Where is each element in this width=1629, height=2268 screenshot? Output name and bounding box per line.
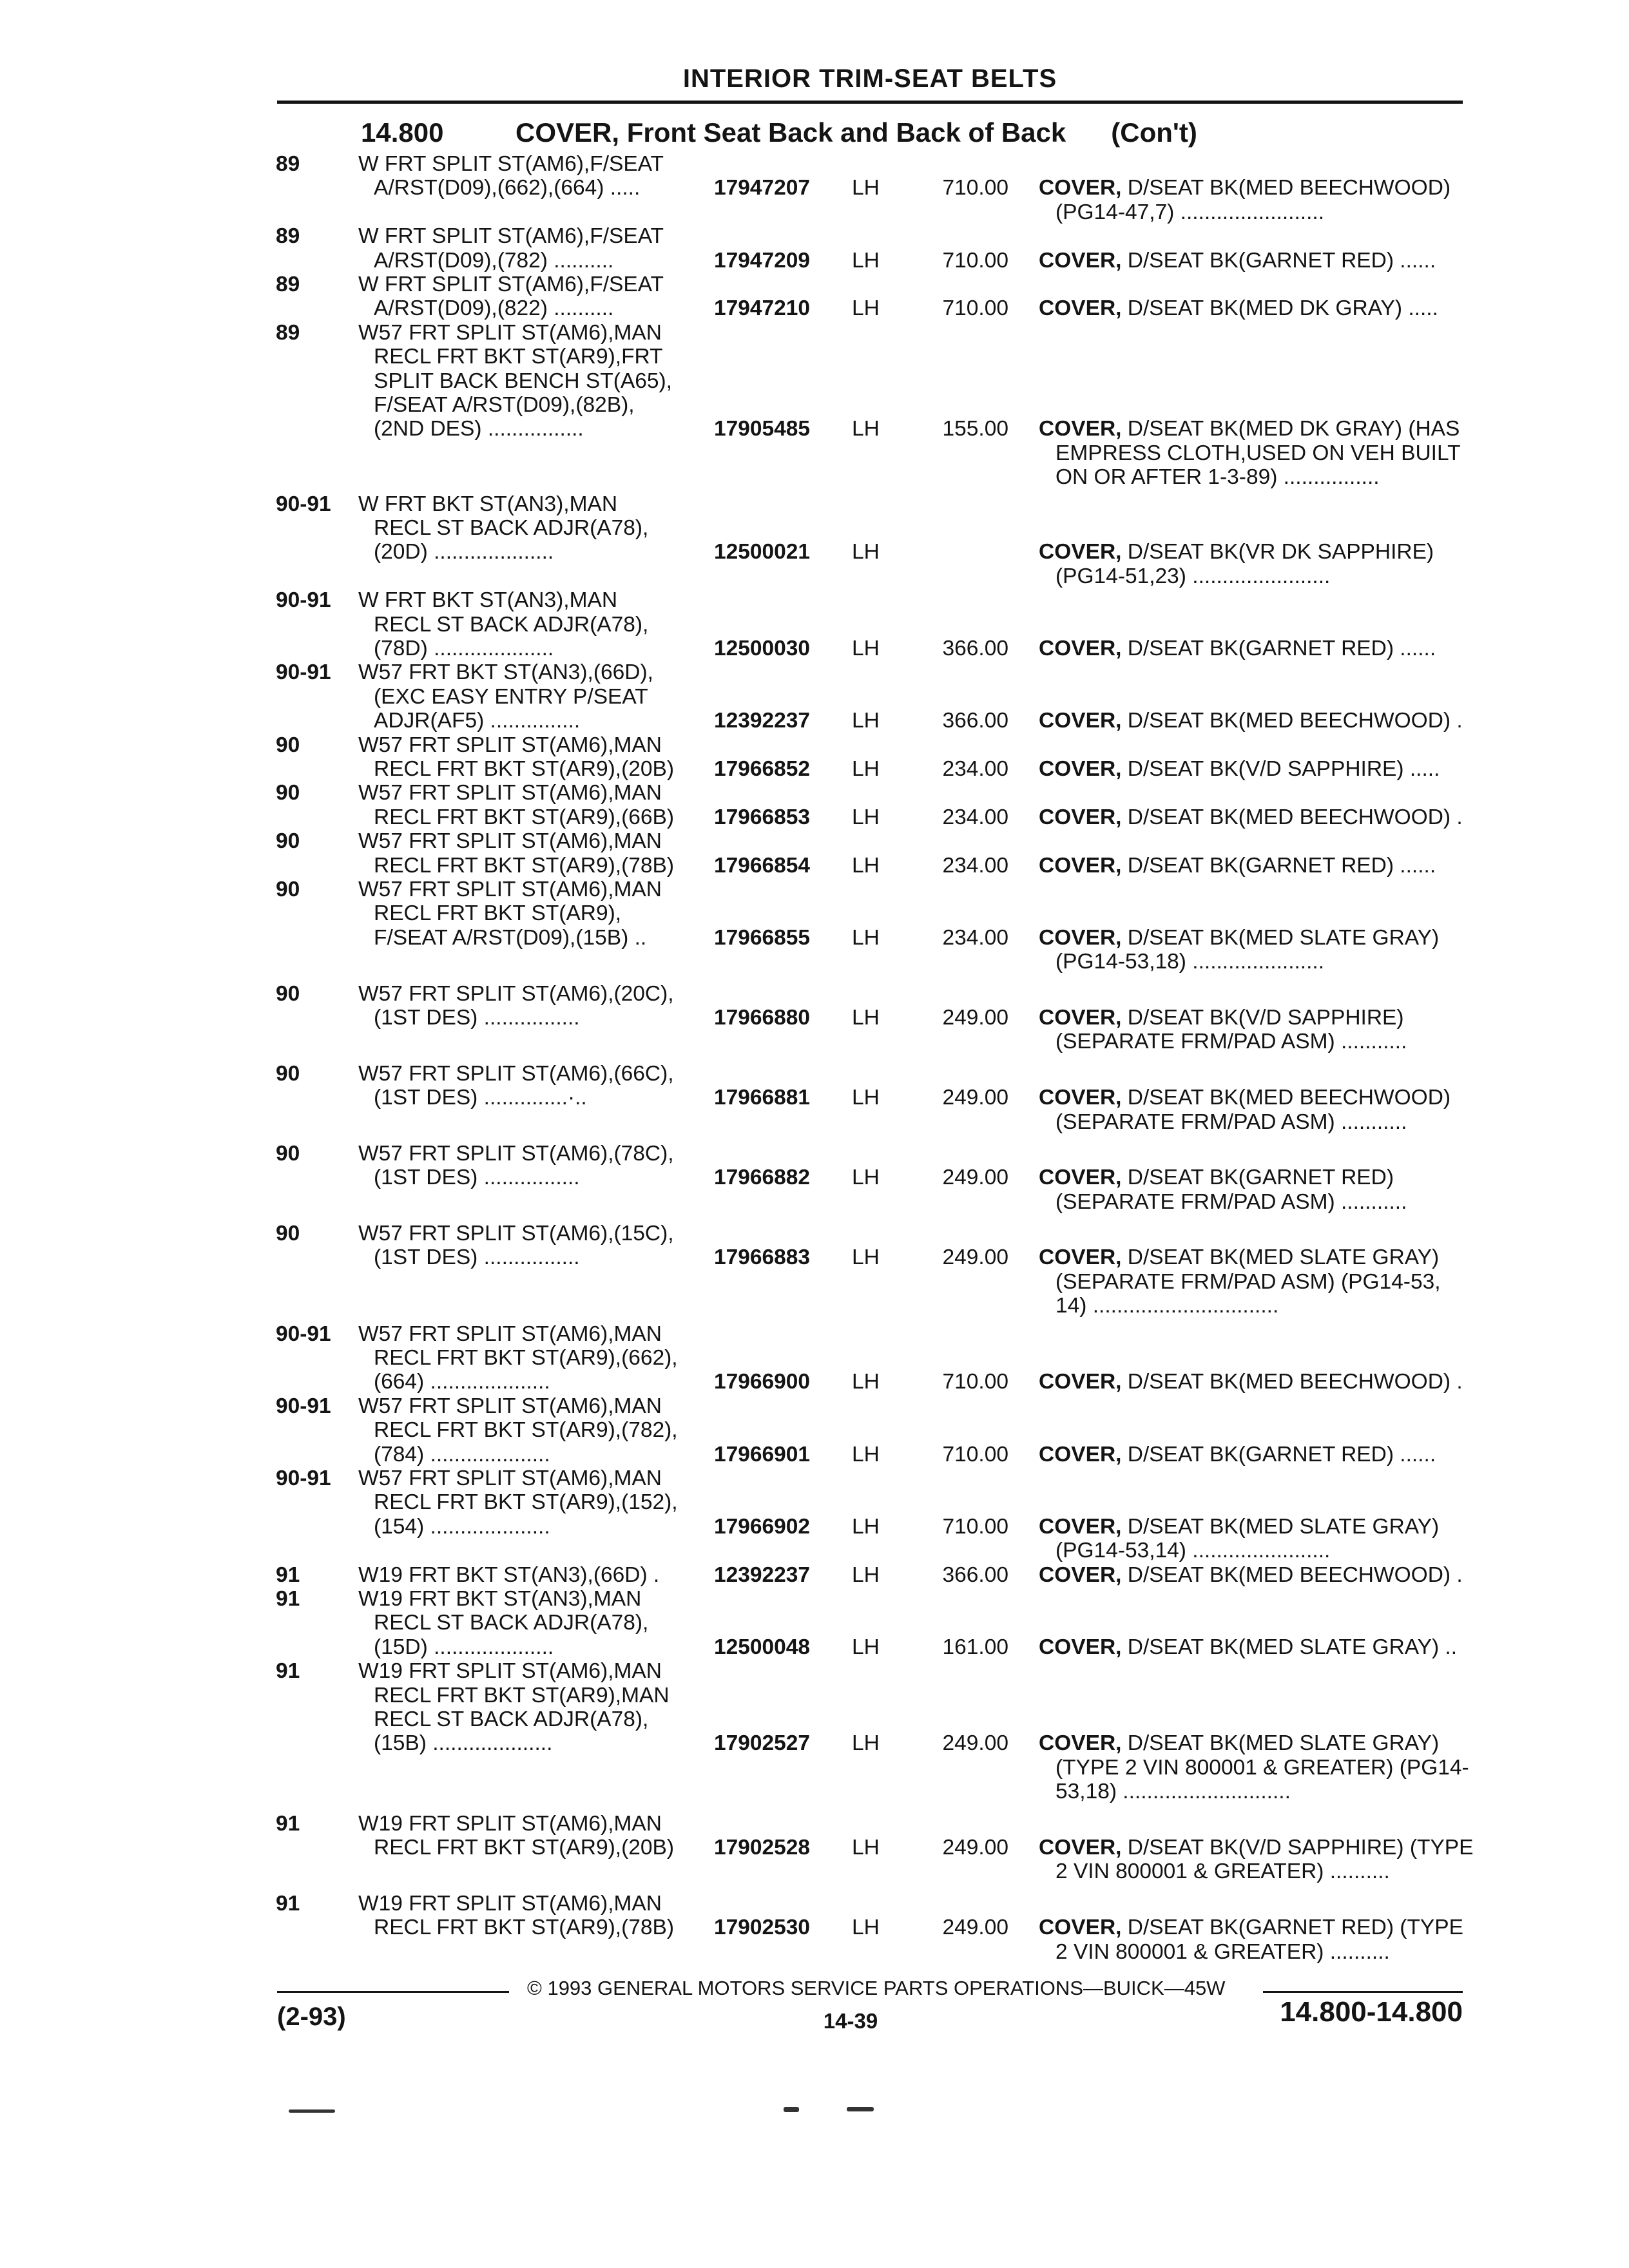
- application-line: W FRT SPLIT ST(AM6),F/SEAT: [358, 272, 664, 296]
- application-line: RECL FRT BKT ST(AR9),(152),: [374, 1490, 678, 1515]
- header-rule: [277, 101, 1463, 104]
- application-line: RECL FRT BKT ST(AR9),: [374, 901, 622, 926]
- application-text: [358, 1322, 678, 1394]
- application-line: F/SEAT A/RST(D09),(15B) ..: [374, 925, 647, 950]
- application-line: (2ND DES) ................: [374, 417, 584, 441]
- footer-section-range: 14.800-14.800: [1280, 1996, 1463, 2028]
- part-number: 17966852: [714, 756, 811, 781]
- description-line: (PG14-53,18) ......................: [1055, 950, 1325, 974]
- part-number: 17966901: [714, 1442, 811, 1466]
- part-number: 17902530: [714, 1916, 811, 1940]
- price: 249.00: [942, 1005, 1008, 1030]
- application-line: A/RST(D09),(822) ..........: [374, 296, 614, 321]
- scan-mark: [847, 2107, 874, 2111]
- application-text: [358, 829, 674, 878]
- application-text: [358, 1892, 674, 1940]
- description-line: COVER, D/SEAT BK(MED SLATE GRAY): [1039, 1245, 1440, 1270]
- section-continued: (Con't): [1111, 117, 1197, 148]
- side-indicator: LH: [852, 1731, 880, 1756]
- model-year: 90: [276, 877, 300, 901]
- part-number: 17947207: [714, 176, 811, 200]
- part-number: 17966854: [714, 853, 811, 878]
- description-line: COVER, D/SEAT BK(MED BEECHWOOD) .: [1039, 1562, 1463, 1587]
- part-description: [1039, 805, 1463, 829]
- parts-row: [0, 1812, 1629, 1892]
- side-indicator: LH: [852, 1514, 880, 1539]
- application-text: [358, 321, 672, 441]
- side-indicator: LH: [852, 756, 880, 781]
- description-line: COVER, D/SEAT BK(GARNET RED) (TYPE: [1039, 1916, 1463, 1940]
- part-number: 17966883: [714, 1245, 811, 1270]
- parts-row: [0, 1062, 1629, 1142]
- part-description: [1039, 637, 1436, 660]
- part-number: 12392237: [714, 1562, 811, 1587]
- description-line: 53,18) ............................: [1055, 1780, 1291, 1804]
- parts-row: [0, 1222, 1629, 1322]
- application-line: W FRT SPLIT ST(AM6),F/SEAT: [358, 224, 664, 249]
- part-description: [1039, 1166, 1407, 1214]
- footer-copyright: © 1993 GENERAL MOTORS SERVICE PARTS OPERATIONS—BUICK—45W: [527, 1977, 1226, 1999]
- part-number: 17902527: [714, 1731, 811, 1756]
- part-description: [1039, 757, 1440, 781]
- model-year: 90-91: [276, 1321, 331, 1346]
- side-indicator: LH: [852, 1836, 880, 1860]
- application-line: RECL FRT BKT ST(AR9),(20B): [374, 1836, 675, 1860]
- application-line: W57 FRT SPLIT ST(AM6),MAN: [358, 829, 662, 854]
- side-indicator: LH: [852, 540, 880, 564]
- description-line: EMPRESS CLOTH,USED ON VEH BUILT: [1055, 441, 1461, 465]
- parts-row: [0, 588, 1629, 660]
- price: 249.00: [942, 1836, 1008, 1860]
- application-line: (EXC EASY ENTRY P/SEAT: [374, 684, 648, 709]
- scan-mark: [784, 2107, 799, 2112]
- side-indicator: LH: [852, 1442, 880, 1466]
- part-description: [1039, 417, 1461, 489]
- application-line: RECL FRT BKT ST(AR9),(78B): [374, 853, 675, 878]
- application-line: W57 FRT SPLIT ST(AM6),MAN: [358, 733, 662, 757]
- description-line: (TYPE 2 VIN 800001 & GREATER) (PG14-: [1055, 1755, 1469, 1780]
- application-text: [358, 733, 674, 782]
- model-year: 89: [276, 320, 300, 345]
- parts-row: [0, 224, 1629, 273]
- description-line: COVER, D/SEAT BK(MED DK GRAY) (HAS: [1039, 417, 1460, 441]
- parts-row: [0, 492, 1629, 589]
- application-line: F/SEAT A/RST(D09),(82B),: [374, 392, 635, 417]
- application-line: W57 FRT BKT ST(AN3),(66D),: [358, 660, 653, 685]
- application-line: RECL FRT BKT ST(AR9),(662),: [374, 1346, 678, 1370]
- parts-row: [0, 1322, 1629, 1394]
- description-line: (PG14-53,14) .......................: [1055, 1539, 1331, 1563]
- application-line: RECL FRT BKT ST(AR9),(78B): [374, 1916, 675, 1940]
- application-text: [358, 660, 653, 733]
- application-line: RECL ST BACK ADJR(A78),: [374, 1707, 649, 1732]
- price: 366.00: [942, 636, 1008, 660]
- section-description: COVER, Front Seat Back and Back of Back: [516, 117, 1066, 148]
- part-number: 12500021: [714, 540, 811, 564]
- side-indicator: LH: [852, 1370, 880, 1394]
- application-line: RECL ST BACK ADJR(A78),: [374, 515, 649, 540]
- application-line: (664) ....................: [374, 1370, 550, 1394]
- application-line: W57 FRT SPLIT ST(AM6),(66C),: [358, 1061, 674, 1086]
- application-line: RECL FRT BKT ST(AR9),(20B): [374, 756, 675, 781]
- part-description: [1039, 1006, 1407, 1054]
- description-line: COVER, D/SEAT BK(V/D SAPPHIRE) .....: [1039, 756, 1440, 781]
- application-line: (1ST DES) ................: [374, 1166, 580, 1190]
- model-year: 90-91: [276, 588, 331, 613]
- price: 234.00: [942, 756, 1008, 781]
- model-year: 91: [276, 1811, 300, 1836]
- part-description: [1039, 1635, 1457, 1659]
- footer-date: (2-93): [277, 2003, 346, 2031]
- description-line: (SEPARATE FRM/PAD ASM) (PG14-53,: [1055, 1269, 1441, 1294]
- side-indicator: LH: [852, 248, 880, 273]
- parts-list: [0, 152, 1629, 1964]
- description-line: (SEPARATE FRM/PAD ASM) ...........: [1055, 1110, 1407, 1134]
- application-line: A/RST(D09),(662),(664) .....: [374, 176, 641, 200]
- part-number: 12392237: [714, 709, 811, 733]
- parts-row: [0, 1394, 1629, 1466]
- price: 710.00: [942, 1442, 1008, 1466]
- parts-row: [0, 273, 1629, 321]
- model-year: 90-91: [276, 1394, 331, 1418]
- application-text: [358, 1062, 674, 1110]
- description-line: 2 VIN 800001 & GREATER) ..........: [1055, 1939, 1390, 1964]
- application-line: W FRT BKT ST(AN3),MAN: [358, 492, 618, 516]
- part-number: 17966855: [714, 925, 811, 950]
- application-text: [358, 588, 648, 660]
- part-number: 17905485: [714, 417, 811, 441]
- parts-row: [0, 878, 1629, 982]
- page-header-title: INTERIOR TRIM-SEAT BELTS: [682, 64, 1057, 93]
- model-year: 90: [276, 981, 300, 1006]
- description-line: COVER, D/SEAT BK(V/D SAPPHIRE): [1039, 1005, 1404, 1030]
- side-indicator: LH: [852, 296, 880, 321]
- description-line: COVER, D/SEAT BK(MED BEECHWOOD): [1039, 176, 1451, 200]
- parts-row: [0, 1587, 1629, 1659]
- price: 366.00: [942, 1562, 1008, 1587]
- application-line: W57 FRT SPLIT ST(AM6),MAN: [358, 1321, 662, 1346]
- model-year: 90: [276, 781, 300, 805]
- model-year: 89: [276, 224, 300, 249]
- model-year: 89: [276, 152, 300, 176]
- application-text: [358, 1222, 674, 1270]
- price: 710.00: [942, 1514, 1008, 1539]
- part-description: [1039, 854, 1436, 878]
- application-line: W57 FRT SPLIT ST(AM6),(20C),: [358, 981, 674, 1006]
- model-year: 90-91: [276, 492, 331, 516]
- part-description: [1039, 1563, 1463, 1587]
- application-text: [358, 152, 664, 200]
- description-line: 2 VIN 800001 & GREATER) ..........: [1055, 1860, 1390, 1884]
- model-year: 90: [276, 1222, 300, 1246]
- application-line: RECL ST BACK ADJR(A78),: [374, 1611, 649, 1635]
- side-indicator: LH: [852, 636, 880, 660]
- price: 710.00: [942, 248, 1008, 273]
- application-line: (15B) ....................: [374, 1731, 553, 1756]
- description-line: COVER, D/SEAT BK(GARNET RED) ......: [1039, 248, 1436, 273]
- application-text: [358, 1812, 674, 1860]
- application-line: W19 FRT BKT ST(AN3),(66D) .: [358, 1562, 660, 1587]
- side-indicator: LH: [852, 853, 880, 878]
- price: 249.00: [942, 1086, 1008, 1110]
- parts-row: [0, 1563, 1629, 1587]
- application-text: [358, 1563, 659, 1587]
- side-indicator: LH: [852, 1635, 880, 1659]
- model-year: 91: [276, 1891, 300, 1916]
- application-line: (154) ....................: [374, 1514, 550, 1539]
- description-line: COVER, D/SEAT BK(MED BEECHWOOD) .: [1039, 709, 1463, 733]
- application-text: [358, 224, 664, 273]
- application-line: W57 FRT SPLIT ST(AM6),MAN: [358, 320, 662, 345]
- description-line: COVER, D/SEAT BK(GARNET RED) ......: [1039, 1442, 1436, 1466]
- part-number: 17947209: [714, 248, 811, 273]
- model-year: 89: [276, 272, 300, 296]
- footer-rule-right: [1263, 1991, 1463, 1993]
- application-line: (20D) ....................: [374, 540, 554, 564]
- description-line: COVER, D/SEAT BK(GARNET RED): [1039, 1166, 1394, 1190]
- description-line: COVER, D/SEAT BK(MED BEECHWOOD) .: [1039, 805, 1463, 829]
- parts-row: [0, 1892, 1629, 1964]
- parts-row: [0, 321, 1629, 492]
- price: 155.00: [942, 417, 1008, 441]
- part-description: [1039, 296, 1438, 320]
- footer-page-number: 14-39: [823, 2009, 878, 2033]
- description-line: (PG14-51,23) .......................: [1055, 564, 1331, 588]
- side-indicator: LH: [852, 1916, 880, 1940]
- price: 249.00: [942, 1731, 1008, 1756]
- part-description: [1039, 1370, 1463, 1394]
- side-indicator: LH: [852, 805, 880, 829]
- part-number: 17966902: [714, 1514, 811, 1539]
- application-line: (15D) ....................: [374, 1635, 554, 1659]
- model-year: 90: [276, 1141, 300, 1166]
- application-text: [358, 492, 648, 564]
- application-line: RECL FRT BKT ST(AR9),(782),: [374, 1418, 678, 1443]
- description-line: COVER, D/SEAT BK(MED SLATE GRAY): [1039, 1731, 1440, 1756]
- application-line: (1ST DES) ................: [374, 1005, 580, 1030]
- parts-row: [0, 1466, 1629, 1563]
- application-line: (1ST DES) ................: [374, 1245, 580, 1270]
- part-number: 17966880: [714, 1005, 811, 1030]
- application-line: (784) ....................: [374, 1442, 550, 1466]
- description-line: COVER, D/SEAT BK(VR DK SAPPHIRE): [1039, 540, 1434, 564]
- parts-row: [0, 660, 1629, 733]
- parts-row: [0, 1142, 1629, 1222]
- scan-mark: [289, 2109, 335, 2113]
- part-description: [1039, 540, 1434, 588]
- description-line: 14) ...............................: [1055, 1294, 1279, 1318]
- description-line: COVER, D/SEAT BK(MED SLATE GRAY) ..: [1039, 1635, 1458, 1659]
- application-line: SPLIT BACK BENCH ST(A65),: [374, 369, 672, 393]
- application-line: W FRT SPLIT ST(AM6),F/SEAT: [358, 152, 664, 176]
- model-year: 91: [276, 1587, 300, 1611]
- description-line: COVER, D/SEAT BK(MED SLATE GRAY): [1039, 1514, 1440, 1539]
- side-indicator: LH: [852, 176, 880, 200]
- parts-row: [0, 781, 1629, 829]
- part-description: [1039, 1836, 1474, 1884]
- price: 161.00: [942, 1635, 1008, 1659]
- part-description: [1039, 1245, 1441, 1318]
- part-description: [1039, 1916, 1463, 1964]
- part-number: 17902528: [714, 1836, 811, 1860]
- side-indicator: LH: [852, 709, 880, 733]
- price: 710.00: [942, 1370, 1008, 1394]
- application-text: [358, 1394, 678, 1466]
- part-description: [1039, 1515, 1439, 1563]
- description-line: (PG14-47,7) ........................: [1055, 200, 1325, 224]
- part-description: [1039, 249, 1436, 273]
- description-line: COVER, D/SEAT BK(MED BEECHWOOD) .: [1039, 1370, 1463, 1394]
- price: 234.00: [942, 853, 1008, 878]
- description-line: COVER, D/SEAT BK(V/D SAPPHIRE) (TYPE: [1039, 1836, 1474, 1860]
- footer-rule-left: [277, 1991, 509, 1993]
- part-number: 17966900: [714, 1370, 811, 1394]
- description-line: COVER, D/SEAT BK(GARNET RED) ......: [1039, 636, 1436, 660]
- application-text: [358, 1659, 670, 1756]
- price: 249.00: [942, 1245, 1008, 1270]
- part-number: 17966882: [714, 1166, 811, 1190]
- price: 710.00: [942, 296, 1008, 321]
- price: 234.00: [942, 805, 1008, 829]
- side-indicator: LH: [852, 417, 880, 441]
- part-number: 17966881: [714, 1086, 811, 1110]
- application-text: [358, 1466, 678, 1539]
- model-year: 90-91: [276, 660, 331, 685]
- application-line: W57 FRT SPLIT ST(AM6),(15C),: [358, 1222, 674, 1246]
- part-description: [1039, 1731, 1469, 1803]
- side-indicator: LH: [852, 1005, 880, 1030]
- parts-row: [0, 733, 1629, 782]
- parts-row: [0, 829, 1629, 878]
- application-text: [358, 781, 674, 829]
- part-description: [1039, 709, 1463, 733]
- price: 234.00: [942, 925, 1008, 950]
- application-line: ADJR(AF5) ...............: [374, 709, 581, 733]
- parts-row: [0, 152, 1629, 224]
- application-line: W57 FRT SPLIT ST(AM6),MAN: [358, 781, 662, 805]
- description-line: COVER, D/SEAT BK(GARNET RED) ......: [1039, 853, 1436, 878]
- application-line: W57 FRT SPLIT ST(AM6),MAN: [358, 1466, 662, 1491]
- side-indicator: LH: [852, 1166, 880, 1190]
- application-line: RECL ST BACK ADJR(A78),: [374, 612, 649, 637]
- part-description: [1039, 926, 1439, 974]
- model-year: 91: [276, 1562, 300, 1587]
- application-line: W19 FRT SPLIT ST(AM6),MAN: [358, 1811, 662, 1836]
- parts-row: [0, 982, 1629, 1062]
- side-indicator: LH: [852, 925, 880, 950]
- application-line: (78D) ....................: [374, 636, 554, 660]
- description-line: COVER, D/SEAT BK(MED BEECHWOOD): [1039, 1086, 1451, 1110]
- application-line: W57 FRT SPLIT ST(AM6),MAN: [358, 877, 662, 901]
- part-number: 12500048: [714, 1635, 811, 1659]
- application-text: [358, 878, 662, 950]
- description-line: COVER, D/SEAT BK(MED DK GRAY) .....: [1039, 296, 1438, 321]
- part-number: 12500030: [714, 636, 811, 660]
- model-year: 90: [276, 733, 300, 757]
- model-year: 90: [276, 1061, 300, 1086]
- part-description: [1039, 1086, 1451, 1134]
- description-line: COVER, D/SEAT BK(MED SLATE GRAY): [1039, 925, 1440, 950]
- side-indicator: LH: [852, 1086, 880, 1110]
- price: 366.00: [942, 709, 1008, 733]
- side-indicator: LH: [852, 1245, 880, 1270]
- application-line: (1ST DES) ..............·..: [374, 1086, 587, 1110]
- application-line: W57 FRT SPLIT ST(AM6),MAN: [358, 1394, 662, 1418]
- application-line: RECL FRT BKT ST(AR9),MAN: [374, 1683, 670, 1707]
- description-line: (SEPARATE FRM/PAD ASM) ...........: [1055, 1189, 1407, 1214]
- application-line: RECL FRT BKT ST(AR9),(66B): [374, 805, 675, 829]
- application-text: [358, 982, 674, 1030]
- application-text: [358, 1142, 674, 1190]
- description-line: (SEPARATE FRM/PAD ASM) ...........: [1055, 1030, 1407, 1054]
- parts-row: [0, 1659, 1629, 1811]
- application-line: W57 FRT SPLIT ST(AM6),(78C),: [358, 1141, 674, 1166]
- model-year: 91: [276, 1659, 300, 1684]
- part-number: 17947210: [714, 296, 811, 321]
- price: 710.00: [942, 176, 1008, 200]
- part-description: [1039, 1443, 1436, 1466]
- application-line: W FRT BKT ST(AN3),MAN: [358, 588, 618, 613]
- section-heading: [361, 117, 1197, 148]
- application-text: [358, 273, 664, 321]
- price: 249.00: [942, 1916, 1008, 1940]
- price: 249.00: [942, 1166, 1008, 1190]
- description-line: ON OR AFTER 1-3-89) ................: [1055, 465, 1380, 490]
- model-year: 90: [276, 829, 300, 854]
- application-line: A/RST(D09),(782) ..........: [374, 248, 614, 273]
- application-line: W19 FRT BKT ST(AN3),MAN: [358, 1587, 642, 1611]
- application-text: [358, 1587, 648, 1659]
- side-indicator: LH: [852, 1562, 880, 1587]
- part-description: [1039, 176, 1451, 224]
- part-number: 17966853: [714, 805, 811, 829]
- application-line: RECL FRT BKT ST(AR9),FRT: [374, 345, 663, 369]
- section-number: 14.800: [361, 117, 444, 148]
- application-line: W19 FRT SPLIT ST(AM6),MAN: [358, 1891, 662, 1916]
- application-line: W19 FRT SPLIT ST(AM6),MAN: [358, 1659, 662, 1684]
- model-year: 90-91: [276, 1466, 331, 1491]
